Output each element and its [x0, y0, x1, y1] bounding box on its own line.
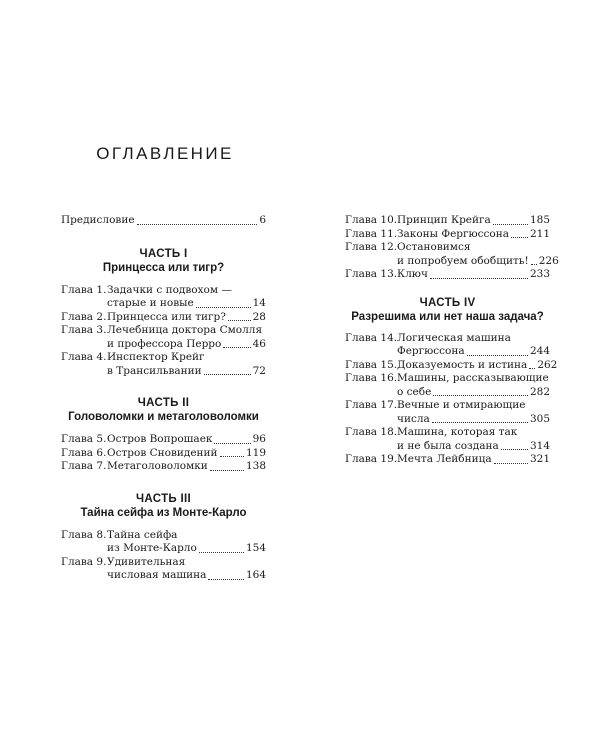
- chapter-number: Глава 12.: [345, 241, 398, 253]
- page-number: 314: [529, 439, 550, 452]
- toc-entry[interactable]: [61, 433, 266, 447]
- toc-entry[interactable]: [345, 372, 550, 399]
- toc-entry[interactable]: [345, 214, 550, 228]
- chapter-title: старые и новые: [107, 297, 194, 309]
- chapter-title: в Трансильвании: [107, 364, 202, 377]
- leader-dots: [529, 368, 535, 369]
- page-title: ОГЛАВЛЕНИЕ: [96, 144, 234, 163]
- chapter-number: Глава 3.: [61, 324, 107, 336]
- leader-dots: [493, 224, 528, 225]
- part-subtitle: Тайна сейфа из Монте-Карло: [80, 506, 247, 519]
- chapter-title: и не была создана: [397, 439, 499, 452]
- preface-entry[interactable]: [61, 214, 266, 228]
- toc-entry[interactable]: [61, 311, 266, 325]
- chapter-title: Доказуемость и истина: [397, 358, 528, 371]
- leader-dots: [137, 224, 258, 225]
- part-heading: ЧАСТЬ II: [137, 397, 190, 409]
- leader-dots: [494, 463, 528, 464]
- chapter-title: Машина, которая так: [397, 426, 518, 438]
- toc-entry[interactable]: [345, 332, 550, 359]
- chapter-number: Глава 14.: [345, 331, 398, 344]
- toc-entry[interactable]: [345, 399, 550, 426]
- chapter-number: Глава 18.: [345, 426, 398, 438]
- chapter-title: Ключ: [397, 268, 428, 280]
- chapter-title: Остров Вопрошаек: [107, 433, 213, 445]
- chapter-title: Инспектор Крейг: [107, 351, 205, 363]
- chapter-number: Глава 15.: [345, 358, 398, 371]
- leader-dots: [223, 347, 250, 348]
- chapter-number: Глава 6.: [61, 446, 107, 459]
- page-number: 14: [252, 297, 266, 309]
- toc-entry[interactable]: [345, 358, 558, 373]
- chapter-title: Остров Сновидений: [107, 446, 218, 459]
- toc-entry[interactable]: [61, 284, 266, 311]
- leader-dots: [531, 264, 537, 265]
- chapter-title: Лечебница доктора Смолля: [107, 324, 263, 336]
- toc-entry[interactable]: [61, 556, 266, 583]
- page-number: 185: [529, 214, 550, 226]
- page-number: 211: [529, 227, 550, 240]
- toc-entry[interactable]: [61, 529, 266, 556]
- page-number: 28: [252, 310, 266, 323]
- leader-dots: [467, 355, 528, 356]
- toc-entry[interactable]: [345, 426, 550, 453]
- chapter-title: из Монте-Карло: [107, 542, 197, 554]
- leader-dots: [433, 395, 528, 396]
- chapter-number: Глава 9.: [61, 555, 107, 568]
- part-subtitle: Принцесса или тигр?: [102, 261, 225, 274]
- page-number: 321: [529, 453, 550, 465]
- toc-entry[interactable]: [345, 228, 550, 242]
- page-number: 96: [252, 433, 266, 445]
- chapter-title: и попробуем обобщить!: [397, 254, 529, 267]
- leader-dots: [210, 470, 244, 471]
- chapter-number: Глава 1.: [61, 283, 107, 296]
- leader-dots: [214, 443, 250, 444]
- chapter-title: Машины, рассказывающие: [397, 372, 549, 384]
- part-heading: ЧАСТЬ IV: [419, 296, 476, 309]
- chapter-title: Законы Фергюссона: [397, 227, 510, 240]
- page-number: 233: [529, 268, 550, 280]
- toc-entry[interactable]: [345, 268, 550, 282]
- chapter-number: Глава 5.: [61, 433, 107, 445]
- page-number: 119: [245, 446, 266, 459]
- chapter-number: Глава 2.: [61, 310, 107, 323]
- chapter-title: Задачки с подвохом —: [107, 283, 232, 296]
- toc-entry[interactable]: [61, 447, 266, 461]
- chapter-title: Вечные и отмирающие: [397, 399, 526, 411]
- page-number: 226: [538, 254, 559, 267]
- toc-entry[interactable]: [345, 241, 559, 268]
- toc-entry[interactable]: [61, 460, 266, 474]
- chapter-title: Принцесса или тигр?: [107, 310, 226, 323]
- leader-dots: [228, 320, 251, 321]
- leader-dots: [430, 278, 528, 279]
- page-number: 6: [259, 214, 266, 226]
- toc-right-column: [345, 214, 559, 467]
- toc-entry[interactable]: [345, 453, 550, 467]
- leader-dots: [196, 307, 251, 308]
- chapter-title: Логическая машина: [397, 331, 511, 344]
- leader-dots: [199, 552, 244, 553]
- page-number: 262: [537, 358, 558, 371]
- chapter-title: числовая машина: [107, 569, 207, 581]
- leader-dots: [511, 237, 528, 238]
- part-subtitle: Головоломки и метаголоволомки: [68, 411, 259, 423]
- page-number: 244: [529, 345, 550, 357]
- leader-dots: [501, 449, 528, 450]
- chapter-title: и профессора Перро: [107, 337, 222, 350]
- toc-left-column: [61, 214, 266, 583]
- part-subtitle: Разрешима или нет наша задача?: [351, 310, 544, 323]
- leader-dots: [208, 579, 244, 580]
- chapter-number: Глава 8.: [61, 528, 107, 541]
- chapter-number: Глава 16.: [345, 372, 398, 384]
- toc-entry[interactable]: [61, 351, 266, 378]
- leader-dots: [220, 456, 244, 457]
- chapter-number: Глава 13.: [345, 268, 398, 280]
- chapter-title: Принцип Крейга: [397, 214, 491, 226]
- part-heading: ЧАСТЬ III: [136, 492, 191, 505]
- chapter-number: Глава 4.: [61, 351, 107, 363]
- chapter-title: о себе: [397, 385, 432, 398]
- page-number: 46: [252, 337, 266, 350]
- toc-entry[interactable]: [61, 324, 266, 351]
- chapter-number: Глава 17.: [345, 399, 398, 411]
- chapter-title: Мечта Лейбница: [397, 453, 492, 465]
- chapter-number: Глава 10.: [345, 214, 398, 226]
- chapter-number: Глава 11.: [345, 227, 398, 240]
- page-number: 282: [529, 385, 550, 398]
- chapter-title: Тайна сейфа: [107, 528, 178, 541]
- chapter-number: Глава 7.: [61, 460, 107, 472]
- chapter-title: Метаголоволомки: [107, 460, 208, 472]
- chapter-number: Глава 19.: [345, 453, 398, 465]
- page-number: 138: [245, 460, 266, 472]
- chapter-title: числа: [397, 412, 430, 425]
- part-heading: ЧАСТЬ I: [139, 247, 188, 260]
- chapter-title: Удивительная: [107, 555, 186, 568]
- page-number: 164: [245, 569, 266, 581]
- chapter-title: Фергюссона: [397, 345, 465, 357]
- leader-dots: [432, 422, 528, 423]
- preface-label: Предисловие: [61, 214, 135, 226]
- page-number: 154: [245, 542, 266, 554]
- chapter-title: Остановимся: [397, 241, 471, 253]
- page-number: 305: [529, 412, 550, 425]
- leader-dots: [204, 374, 251, 375]
- page-number: 72: [252, 364, 266, 377]
